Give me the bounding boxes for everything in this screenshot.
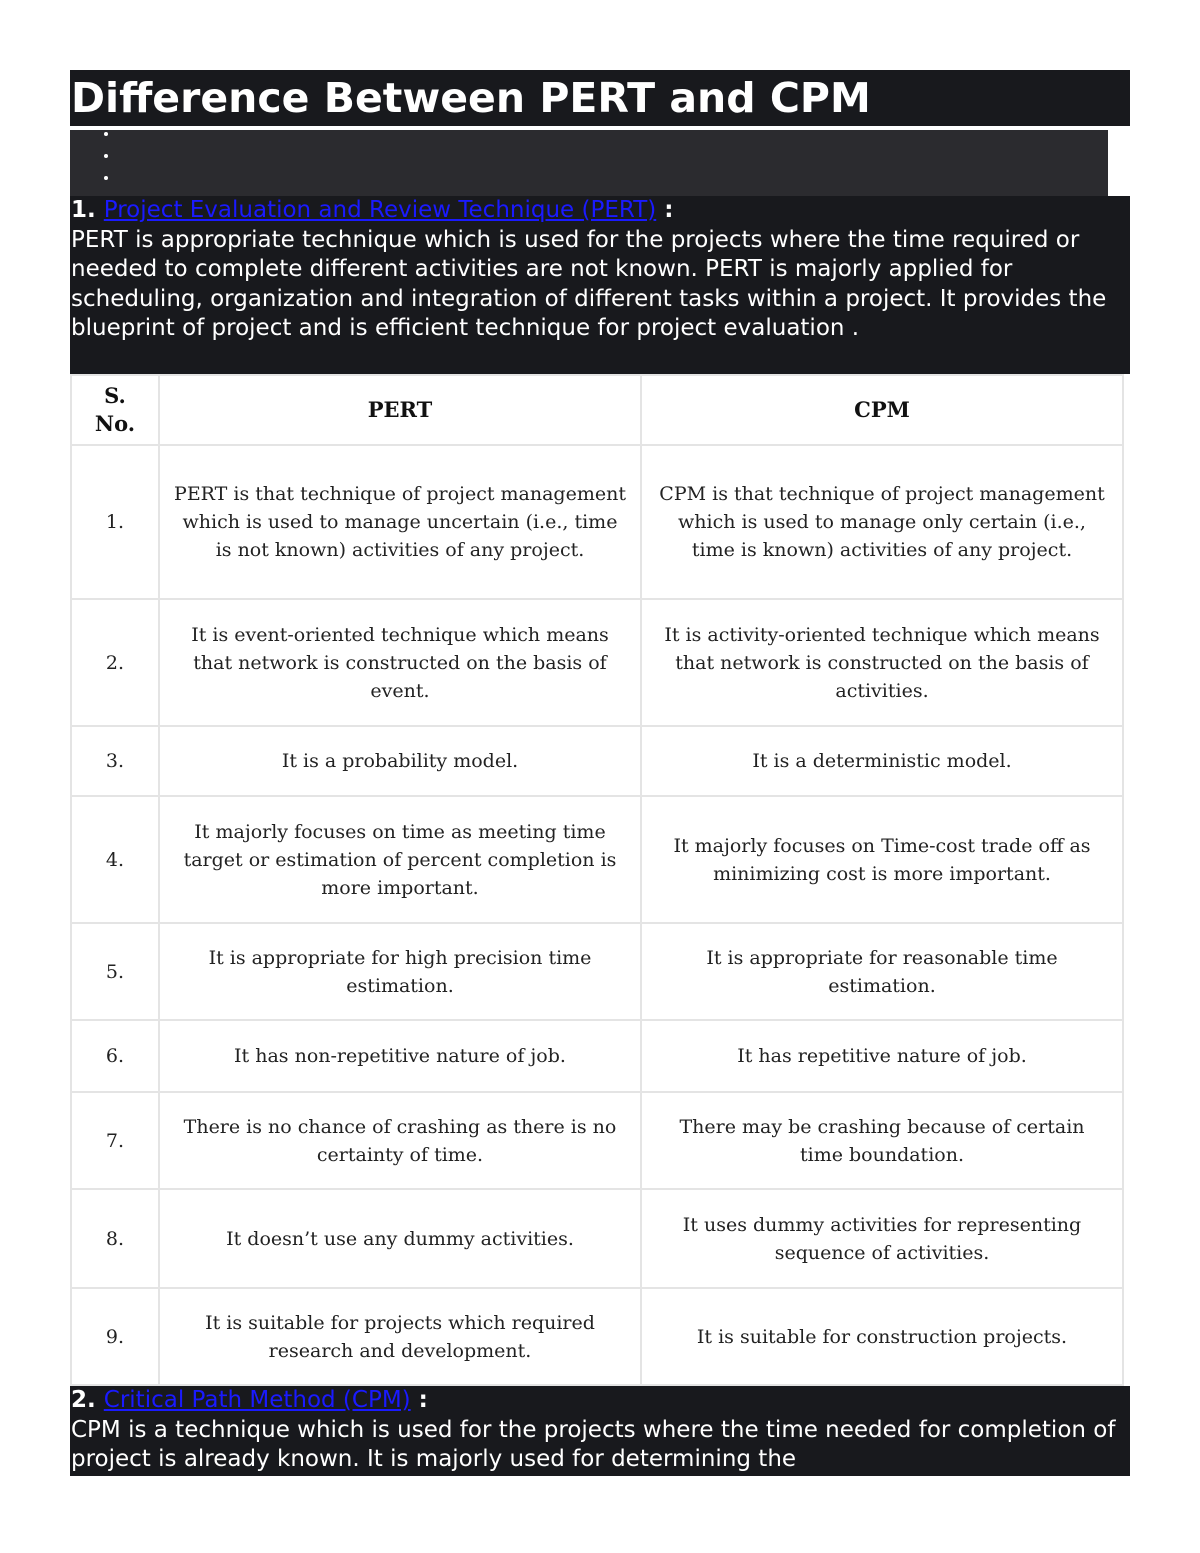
header-pert: PERT (159, 375, 641, 445)
row-pert: It is suitable for projects which required research and development. (159, 1288, 641, 1385)
bullet-markers (104, 132, 110, 180)
table-row (71, 726, 1123, 796)
row-cpm: CPM is that technique of project management which is used to manage only certain (i.e., time is known) activities of any project. (641, 445, 1123, 599)
row-sno: 2. (71, 599, 159, 726)
row-pert: It majorly focuses on time as meeting time target or estimation of percent completion is more important. (159, 796, 641, 923)
table-row (71, 599, 1123, 726)
row-sno: 9. (71, 1288, 159, 1385)
row-cpm: It is activity-oriented technique which means that network is constructed on the basis of activities. (641, 599, 1123, 726)
row-sno: 4. (71, 796, 159, 923)
table-row (71, 445, 1123, 599)
row-sno: 7. (71, 1092, 159, 1189)
table-row (71, 1189, 1123, 1288)
bullet-dot (104, 154, 108, 158)
row-sno: 3. (71, 726, 159, 796)
header-sno: S. No. (71, 375, 159, 445)
row-sno: 5. (71, 923, 159, 1020)
table-row (71, 1020, 1123, 1092)
bullet-dot (104, 176, 108, 180)
cpm-section-heading (71, 1386, 1128, 1416)
table-row (71, 796, 1123, 923)
pert-section-number: 1. (71, 197, 96, 223)
cpm-description: CPM is a technique which is used for the projects where the time needed for completion of project is already known. It is majorly used for determining the (71, 1416, 1116, 1473)
table-row (71, 923, 1123, 1020)
cpm-section (70, 1386, 1130, 1476)
row-cpm: It majorly focuses on Time-cost trade off as minimizing cost is more important. (641, 796, 1123, 923)
comparison-table (70, 374, 1124, 1386)
row-pert: It doesn’t use any dummy activities. (159, 1189, 641, 1288)
row-pert: There is no chance of crashing as there is no certainty of time. (159, 1092, 641, 1189)
row-sno: 1. (71, 445, 159, 599)
pert-link[interactable]: Project Evaluation and Review Technique (PERT) (103, 197, 657, 223)
table-row (71, 1288, 1123, 1385)
cpm-section-number: 2. (71, 1387, 96, 1413)
row-pert: PERT is that technique of project management which is used to manage uncertain (i.e., time is not known) activities of any project. (159, 445, 641, 599)
row-pert: It is event-oriented technique which means that network is constructed on the basis of event. (159, 599, 641, 726)
row-cpm: There may be crashing because of certain time boundation. (641, 1092, 1123, 1189)
header-cpm: CPM (641, 375, 1123, 445)
row-sno: 6. (71, 1020, 159, 1092)
row-cpm: It has repetitive nature of job. (641, 1020, 1123, 1092)
pert-description: PERT is appropriate technique which is used for the projects where the time required or needed to complete different activities are not known. PERT is majorly applied for scheduling, organization and integration of different tasks within a project. It provides the blueprint of project and is efficient technique for project evaluation . (71, 226, 1107, 342)
table-header-row (71, 375, 1123, 445)
row-pert: It is appropriate for high precision time estimation. (159, 923, 641, 1020)
cpm-link[interactable]: Critical Path Method (CPM) (103, 1387, 411, 1413)
table-row (71, 1092, 1123, 1189)
row-cpm: It is appropriate for reasonable time estimation. (641, 923, 1123, 1020)
row-pert: It is a probability model. (159, 726, 641, 796)
row-cpm: It uses dummy activities for representing sequence of activities. (641, 1189, 1123, 1288)
pert-section (70, 196, 1130, 374)
row-sno: 8. (71, 1189, 159, 1288)
row-pert: It has non-repetitive nature of job. (159, 1020, 641, 1092)
row-cpm: It is suitable for construction projects. (641, 1288, 1123, 1385)
page-title: Difference Between PERT and CPM (70, 70, 1130, 126)
bullet-list-band (70, 130, 1108, 196)
pert-section-heading (71, 196, 1128, 226)
cpm-heading-colon: : (418, 1387, 428, 1413)
row-cpm: It is a deterministic model. (641, 726, 1123, 796)
bullet-dot (104, 132, 108, 136)
document-page (70, 70, 1130, 1476)
pert-heading-colon: : (664, 197, 674, 223)
